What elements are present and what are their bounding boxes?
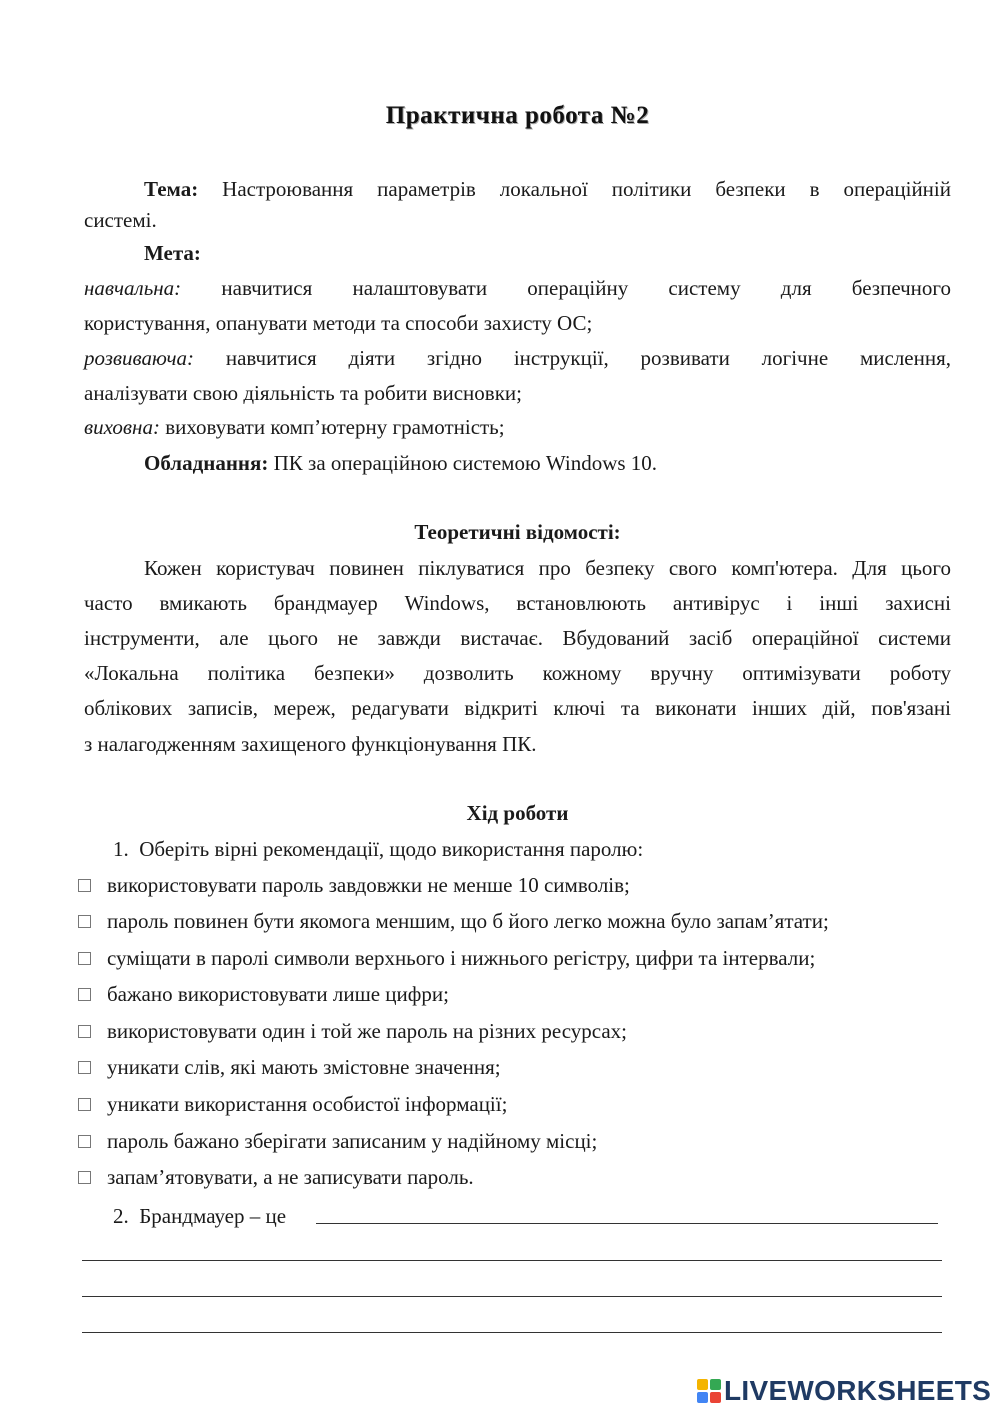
- page-title: Практична робота №2: [385, 102, 650, 129]
- liveworksheets-logo-icon: [697, 1379, 721, 1403]
- option-checkbox-8[interactable]: [78, 1135, 91, 1148]
- option-checkbox-7[interactable]: [78, 1098, 91, 1111]
- educational-label: навчальна:: [84, 276, 182, 300]
- option-label-8: пароль бажано зберігати записаним у надійному місці;: [107, 1129, 598, 1153]
- option-checkbox-6[interactable]: [78, 1061, 91, 1074]
- option-label-6: уникати слів, які мають змістовне значення;: [107, 1055, 501, 1079]
- option-label-7: уникати використання особистої інформації;: [107, 1092, 508, 1116]
- goal-educational-line-2: користування, опанувати методи та способи захисту ОС;: [84, 311, 593, 335]
- option-checkbox-4[interactable]: [78, 988, 91, 1001]
- procedure-heading: Хід роботи: [466, 801, 569, 825]
- task-2-text: Брандмауер – це: [139, 1204, 287, 1228]
- goal-educational-line-1: навчальна: навчитися налаштовувати операційну систему для безпечного: [84, 276, 952, 300]
- answer-blank-4[interactable]: [82, 1331, 942, 1333]
- logo-text: LIVEWORKSHEETS: [724, 1375, 992, 1406]
- developing-label: розвиваюча:: [84, 346, 195, 370]
- theory-line-5: облікових записів, мереж, редагувати відкриті ключі та виконати інших дій, пов'язані: [84, 696, 951, 720]
- goal-label: Мета:: [144, 241, 201, 265]
- option-label-4: бажано використовувати лише цифри;: [107, 982, 449, 1006]
- option-label-5: використовувати один і той же пароль на різних ресурсах;: [107, 1019, 627, 1043]
- topic-text-2: системі.: [84, 208, 157, 232]
- upbringing-label: виховна:: [84, 415, 160, 439]
- option-checkbox-2[interactable]: [78, 915, 91, 928]
- topic-label: Тема:: [144, 177, 199, 201]
- goal-developing-line-2: аналізувати свою діяльність та робити висновки;: [84, 381, 522, 405]
- theory-line-2: часто вмикають брандмауер Windows, встановлюють антивірус і інші захисні: [84, 591, 951, 615]
- theory-line-6: з налагодженням захищеного функціонування ПК.: [84, 732, 537, 756]
- topic-text-1: Настроювання параметрів локальної політики безпеки в операційній: [222, 177, 951, 201]
- answer-blank-2[interactable]: [82, 1259, 942, 1261]
- theory-line-4: «Локальна політика безпеки» дозволить кожному вручну оптимізувати роботу: [84, 661, 951, 685]
- task-1: [113, 836, 643, 862]
- task-2: [113, 1203, 286, 1229]
- option-label-2: пароль повинен бути якомога меншим, що б його легко можна було запам’ятати;: [107, 909, 829, 933]
- topic-line-1: [84, 176, 951, 202]
- goal-developing-line-1: розвиваюча: навчитися діяти згідно інструкції, розвивати логічне мислення,: [84, 346, 952, 370]
- liveworksheets-logo: [697, 1376, 991, 1406]
- option-checkbox-1[interactable]: [78, 879, 91, 892]
- option-checkbox-3[interactable]: [78, 952, 91, 965]
- equipment-line: Обладнання: ПК за операційною системою Windows 10.: [144, 451, 658, 475]
- theory-line-3: інструменти, але цього не завжди вистачає. Вбудований засіб операційної системи: [84, 626, 951, 650]
- option-label-9: запам’ятовувати, а не записувати пароль.: [107, 1165, 474, 1189]
- option-checkbox-9[interactable]: [78, 1171, 91, 1184]
- answer-blank-1[interactable]: [316, 1222, 938, 1224]
- option-checkbox-5[interactable]: [78, 1025, 91, 1038]
- option-label-3: суміщати в паролі символи верхнього і нижнього регістру, цифри та інтервали;: [107, 946, 816, 970]
- theory-line-1: Кожен користувач повинен піклуватися про безпеку свого комп'ютера. Для цього: [144, 556, 951, 580]
- option-label-1: використовувати пароль завдовжки не менше 10 символів;: [107, 873, 630, 897]
- equipment-label: Обладнання:: [144, 451, 269, 475]
- task-1-number: 1.: [113, 837, 129, 861]
- answer-blank-3[interactable]: [82, 1295, 942, 1297]
- task-1-text: Оберіть вірні рекомендації, щодо використання паролю:: [139, 837, 644, 861]
- task-2-number: 2.: [113, 1204, 129, 1228]
- goal-upbringing-line: виховна: виховувати комп’ютерну грамотність;: [84, 415, 505, 439]
- theory-heading: Теоретичні відомості:: [414, 520, 621, 544]
